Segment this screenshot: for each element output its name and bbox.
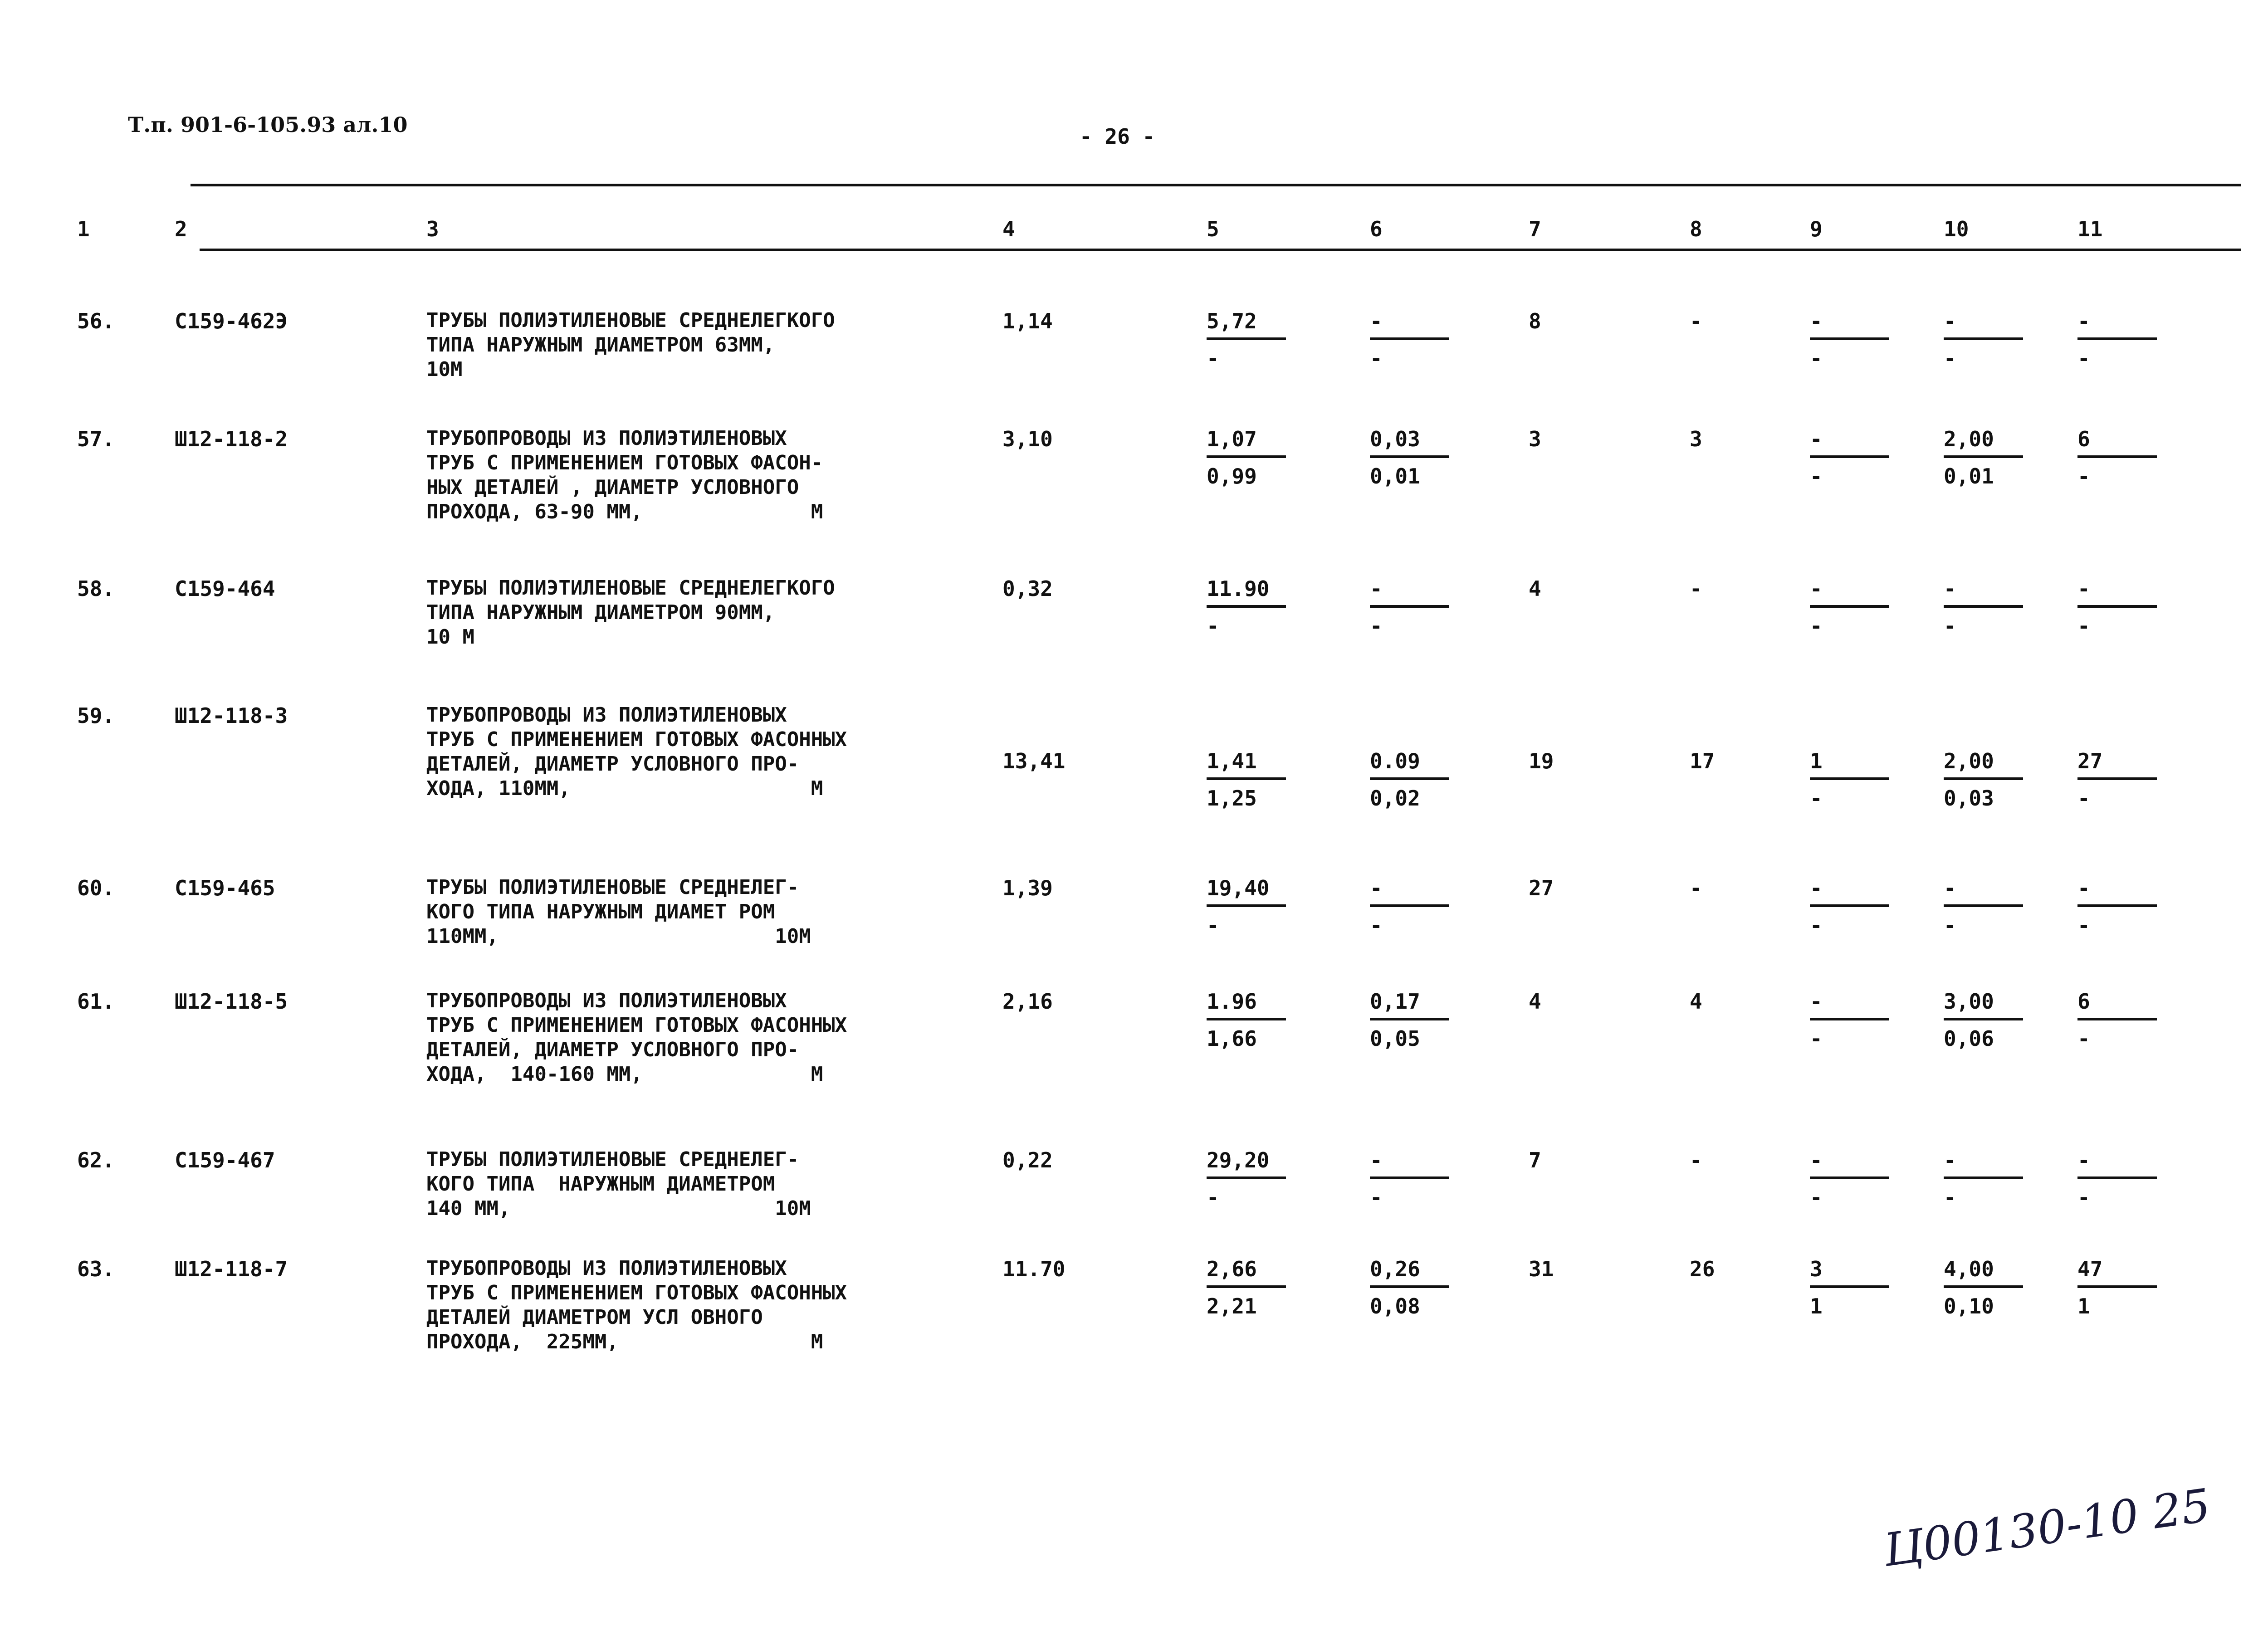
description-line: ТРУБ С ПРИМЕНЕНИЕМ ГОТОВЫХ ФАСОННЫХ (426, 1014, 847, 1037)
numerator: 3,00 (1944, 989, 1994, 1014)
fraction-bar (1370, 777, 1449, 780)
numerator: - (2077, 309, 2090, 333)
denominator: 1,66 (1207, 1026, 1257, 1051)
numerator: 6 (2077, 427, 2090, 451)
c11-fraction (2077, 875, 2159, 938)
denominator: - (1944, 346, 1956, 371)
numerator: 11.90 (1207, 576, 1270, 601)
fraction-bar (1944, 1018, 2023, 1020)
fraction-bar (1207, 904, 1286, 907)
denominator: 0,03 (1944, 786, 1994, 810)
row-number: 62. (77, 1148, 115, 1172)
denominator: - (1810, 614, 1823, 638)
c5-fraction (1207, 426, 1288, 489)
c9-fraction (1810, 576, 1892, 639)
c10-fraction (1944, 1256, 2025, 1319)
c10-fraction (1944, 989, 2025, 1051)
fraction-bar (1207, 1285, 1286, 1288)
fraction-bar (2077, 455, 2157, 458)
row-description (426, 308, 835, 382)
fraction-bar (1370, 1285, 1449, 1288)
numerator: - (1810, 427, 1823, 451)
col-8-value: 4 (1690, 989, 1702, 1014)
numerator: - (1370, 576, 1383, 601)
description-line: ДЕТАЛЕЙ ДИАМЕТРОМ УСЛ ОВНОГО (426, 1306, 763, 1329)
numerator: 0.09 (1370, 749, 1420, 773)
col-4-value: 11.70 (1002, 1257, 1066, 1281)
description-line: 10М (426, 358, 463, 381)
fraction-bar (1944, 1176, 2023, 1179)
description-line: ХОДА, 110ММ, М (426, 777, 823, 800)
c10-fraction (1944, 748, 2025, 811)
col-8-value: - (1690, 576, 1702, 601)
description-line: ТИПА НАРУЖНЫМ ДИАМЕТРОМ 63ММ, (426, 333, 775, 356)
resource-code: Ш12-118-5 (175, 989, 288, 1014)
fraction-bar (1944, 904, 2023, 907)
fraction-bar (2077, 337, 2157, 340)
c11-fraction (2077, 576, 2159, 639)
c10-fraction (1944, 426, 2025, 489)
row-description (426, 426, 823, 524)
col-4-value: 1,14 (1002, 309, 1053, 333)
numerator: - (1810, 576, 1823, 601)
page-number: - 26 - (1080, 124, 1155, 149)
col-7-value: 8 (1529, 309, 1541, 333)
col-7-value: 31 (1529, 1257, 1554, 1281)
numerator: 27 (2077, 749, 2103, 773)
c6-fraction (1370, 748, 1452, 811)
row-number: 58. (77, 576, 115, 601)
col-4: 4 (1002, 217, 1015, 241)
col-2: 2 (175, 217, 187, 241)
c10-fraction (1944, 875, 2025, 938)
col-4-value: 13,41 (1002, 749, 1066, 773)
numerator: 19,40 (1207, 876, 1270, 900)
col-8-value: - (1690, 1148, 1702, 1172)
numerator: - (1370, 309, 1383, 333)
c5-fraction (1207, 748, 1288, 811)
description-line: ДЕТАЛЕЙ, ДИАМЕТР УСЛОВНОГО ПРО- (426, 752, 799, 776)
description-line: КОГО ТИПА НАРУЖНЫМ ДИАМЕТ РОМ (426, 900, 775, 923)
col-8-value: 3 (1690, 427, 1702, 451)
description-line: ХОДА, 140-160 ММ, М (426, 1063, 823, 1086)
col-10: 10 (1944, 217, 1969, 241)
denominator: - (1810, 786, 1823, 810)
denominator: 0,01 (1370, 464, 1420, 488)
fraction-bar (1207, 337, 1286, 340)
fraction-bar (1370, 605, 1449, 608)
top-rule (191, 184, 2241, 186)
description-line: ТРУБ С ПРИМЕНЕНИЕМ ГОТОВЫХ ФАСОН- (426, 451, 823, 474)
col-7-value: 4 (1529, 576, 1541, 601)
description-line: ТРУБ С ПРИМЕНЕНИЕМ ГОТОВЫХ ФАСОННЫХ (426, 728, 847, 751)
fraction-bar (1207, 777, 1286, 780)
resource-code: Ш12-118-3 (175, 703, 288, 728)
numerator: 3 (1810, 1257, 1823, 1281)
c5-fraction (1207, 576, 1288, 639)
numerator: - (1810, 309, 1823, 333)
numerator: 2,66 (1207, 1257, 1257, 1281)
resource-code: С159-467 (175, 1148, 275, 1172)
document-code: Т.п. 901-6-105.93 ал.10 (128, 112, 408, 137)
denominator: - (1944, 1185, 1956, 1210)
denominator: - (1944, 913, 1956, 937)
c10-fraction (1944, 576, 2025, 639)
c5-fraction (1207, 989, 1288, 1051)
c9-fraction (1810, 989, 1892, 1051)
col-8-value: 17 (1690, 749, 1715, 773)
numerator: - (2077, 1148, 2090, 1172)
col-7-value: 3 (1529, 427, 1541, 451)
c5-fraction (1207, 1147, 1288, 1210)
fraction-bar (2077, 904, 2157, 907)
denominator: - (1370, 1185, 1383, 1210)
fraction-bar (1810, 904, 1889, 907)
numerator: - (1944, 1148, 1956, 1172)
denominator: - (1207, 346, 1219, 371)
fraction-bar (2077, 1176, 2157, 1179)
col-1: 1 (77, 217, 90, 241)
numerator: 0,03 (1370, 427, 1420, 451)
description-line: ПРОХОДА, 63-90 ММ, М (426, 500, 823, 523)
col-7-value: 27 (1529, 876, 1554, 900)
description-line: 110ММ, 10М (426, 925, 811, 948)
denominator: - (1207, 614, 1219, 638)
numerator: - (1370, 1148, 1383, 1172)
denominator: 0,06 (1944, 1026, 1994, 1051)
row-description (426, 703, 847, 801)
denominator: - (1944, 614, 1956, 638)
denominator: - (2077, 1026, 2090, 1051)
row-description (426, 1256, 847, 1354)
numerator: - (1944, 576, 1956, 601)
col-5: 5 (1207, 217, 1219, 241)
c9-fraction (1810, 748, 1892, 811)
numerator: - (1944, 309, 1956, 333)
c9-fraction (1810, 426, 1892, 489)
numerator: - (2077, 576, 2090, 601)
fraction-bar (1207, 1176, 1286, 1179)
denominator: - (1810, 913, 1823, 937)
numerator: - (1810, 1148, 1823, 1172)
col-4-value: 1,39 (1002, 876, 1053, 900)
fraction-bar (1370, 1018, 1449, 1020)
numerator: - (1810, 876, 1823, 900)
numerator: 6 (2077, 989, 2090, 1014)
fraction-bar (1810, 455, 1889, 458)
denominator: - (1370, 614, 1383, 638)
numerator: 2,00 (1944, 749, 1994, 773)
row-number: 56. (77, 309, 115, 333)
col-7-value: 7 (1529, 1148, 1541, 1172)
c6-fraction (1370, 989, 1452, 1051)
row-description (426, 576, 835, 649)
denominator: 1,25 (1207, 786, 1257, 810)
col-11: 11 (2077, 217, 2103, 241)
description-line: ТРУБОПРОВОДЫ ИЗ ПОЛИЭТИЛЕНОВЫХ (426, 427, 787, 450)
denominator: 0,99 (1207, 464, 1257, 488)
fraction-bar (1207, 605, 1286, 608)
description-line: ТРУБОПРОВОДЫ ИЗ ПОЛИЭТИЛЕНОВЫХ (426, 703, 787, 727)
numerator: 0,26 (1370, 1257, 1420, 1281)
numerator: 1.96 (1207, 989, 1257, 1014)
numerator: - (1944, 876, 1956, 900)
description-line: ТРУБ С ПРИМЕНЕНИЕМ ГОТОВЫХ ФАСОННЫХ (426, 1281, 847, 1304)
col-8-value: - (1690, 876, 1702, 900)
denominator: 0,08 (1370, 1294, 1420, 1318)
row-description (426, 875, 811, 949)
resource-code: С159-464 (175, 576, 275, 601)
c11-fraction (2077, 1256, 2159, 1319)
numerator: 2,00 (1944, 427, 1994, 451)
denominator: - (1810, 464, 1823, 488)
fraction-bar (1944, 1285, 2023, 1288)
col-9: 9 (1810, 217, 1823, 241)
fraction-bar (1810, 777, 1889, 780)
c6-fraction (1370, 1256, 1452, 1319)
row-description (426, 989, 847, 1087)
description-line: 10 М (426, 625, 474, 649)
numerator: 29,20 (1207, 1148, 1270, 1172)
description-line: 140 ММ, 10М (426, 1197, 811, 1220)
c6-fraction (1370, 1147, 1452, 1210)
col-7: 7 (1529, 217, 1541, 241)
row-number: 63. (77, 1257, 115, 1281)
denominator: - (2077, 786, 2090, 810)
fraction-bar (1810, 1018, 1889, 1020)
c6-fraction (1370, 576, 1452, 639)
description-line: ДЕТАЛЕЙ, ДИАМЕТР УСЛОВНОГО ПРО- (426, 1038, 799, 1061)
c11-fraction (2077, 748, 2159, 811)
description-line: ТРУБОПРОВОДЫ ИЗ ПОЛИЭТИЛЕНОВЫХ (426, 989, 787, 1012)
c9-fraction (1810, 1147, 1892, 1210)
fraction-bar (1370, 904, 1449, 907)
col-4-value: 0,22 (1002, 1148, 1053, 1172)
c11-fraction (2077, 1147, 2159, 1210)
numerator: 1,41 (1207, 749, 1257, 773)
denominator: - (1810, 1026, 1823, 1051)
fraction-bar (2077, 777, 2157, 780)
c9-fraction (1810, 1256, 1892, 1319)
row-number: 59. (77, 703, 115, 728)
fraction-bar (1810, 1176, 1889, 1179)
c10-fraction (1944, 308, 2025, 371)
denominator: - (1207, 913, 1219, 937)
fraction-bar (2077, 1018, 2157, 1020)
c6-fraction (1370, 426, 1452, 489)
col-3: 3 (426, 217, 439, 241)
denominator: - (2077, 346, 2090, 371)
row-number: 61. (77, 989, 115, 1014)
numerator: 0,17 (1370, 989, 1420, 1014)
c11-fraction (2077, 308, 2159, 371)
fraction-bar (1944, 777, 2023, 780)
denominator: 0,02 (1370, 786, 1420, 810)
col-7-value: 19 (1529, 749, 1554, 773)
numerator: 4,00 (1944, 1257, 1994, 1281)
c9-fraction (1810, 875, 1892, 938)
c5-fraction (1207, 308, 1288, 371)
denominator: - (2077, 1185, 2090, 1210)
col-8-value: - (1690, 309, 1702, 333)
fraction-bar (1810, 605, 1889, 608)
numerator: 1,07 (1207, 427, 1257, 451)
denominator: - (1370, 913, 1383, 937)
fraction-bar (1944, 337, 2023, 340)
fraction-bar (2077, 605, 2157, 608)
description-line: ТРУБЫ ПОЛИЭТИЛЕНОВЫЕ СРЕДНЕЛЕГКОГО (426, 309, 835, 332)
denominator: - (2077, 464, 2090, 488)
fraction-bar (1810, 337, 1889, 340)
fraction-bar (1810, 1285, 1889, 1288)
description-line: ПРОХОДА, 225ММ, М (426, 1330, 823, 1353)
description-line: ТРУБОПРОВОДЫ ИЗ ПОЛИЭТИЛЕНОВЫХ (426, 1257, 787, 1280)
row-description (426, 1147, 811, 1221)
numerator: 1 (1810, 749, 1823, 773)
fraction-bar (1944, 455, 2023, 458)
c10-fraction (1944, 1147, 2025, 1210)
numerator: 5,72 (1207, 309, 1257, 333)
numerator: - (1810, 989, 1823, 1014)
fraction-bar (1370, 455, 1449, 458)
header-rule (200, 249, 2241, 251)
col-4-value: 2,16 (1002, 989, 1053, 1014)
fraction-bar (1207, 1018, 1286, 1020)
description-line: ТРУБЫ ПОЛИЭТИЛЕНОВЫЕ СРЕДНЕЛЕГКОГО (426, 576, 835, 600)
description-line: КОГО ТИПА НАРУЖНЫМ ДИАМЕТРОМ (426, 1172, 775, 1196)
fraction-bar (2077, 1285, 2157, 1288)
row-number: 60. (77, 876, 115, 900)
denominator: 1 (1810, 1294, 1823, 1318)
col-8: 8 (1690, 217, 1702, 241)
denominator: 0,05 (1370, 1026, 1420, 1051)
resource-code: С159-465 (175, 876, 275, 900)
denominator: 0,10 (1944, 1294, 1994, 1318)
col-4-value: 0,32 (1002, 576, 1053, 601)
denominator: - (2077, 614, 2090, 638)
numerator: 47 (2077, 1257, 2103, 1281)
denominator: 2,21 (1207, 1294, 1257, 1318)
description-line: ТРУБЫ ПОЛИЭТИЛЕНОВЫЕ СРЕДНЕЛЕГ- (426, 876, 799, 899)
fraction-bar (1207, 455, 1286, 458)
denominator: - (1370, 346, 1383, 371)
denominator: 1 (2077, 1294, 2090, 1318)
denominator: - (1207, 1185, 1219, 1210)
denominator: - (1810, 1185, 1823, 1210)
c6-fraction (1370, 875, 1452, 938)
resource-code: С159-462Э (175, 309, 288, 333)
numerator: - (1370, 876, 1383, 900)
col-7-value: 4 (1529, 989, 1541, 1014)
resource-code: Ш12-118-7 (175, 1257, 288, 1281)
row-number: 57. (77, 427, 115, 451)
fraction-bar (1370, 337, 1449, 340)
description-line: ТИПА НАРУЖНЫМ ДИАМЕТРОМ 90ММ, (426, 601, 775, 624)
c9-fraction (1810, 308, 1892, 371)
description-line: НЫХ ДЕТАЛЕЙ , ДИАМЕТР УСЛОВНОГО (426, 476, 799, 499)
c5-fraction (1207, 875, 1288, 938)
denominator: - (1810, 346, 1823, 371)
c11-fraction (2077, 989, 2159, 1051)
fraction-bar (1944, 605, 2023, 608)
denominator: 0,01 (1944, 464, 1994, 488)
resource-code: Ш12-118-2 (175, 427, 288, 451)
numerator: - (2077, 876, 2090, 900)
col-4-value: 3,10 (1002, 427, 1053, 451)
col-8-value: 26 (1690, 1257, 1715, 1281)
col-6: 6 (1370, 217, 1383, 241)
c11-fraction (2077, 426, 2159, 489)
c6-fraction (1370, 308, 1452, 371)
c5-fraction (1207, 1256, 1288, 1319)
denominator: - (2077, 913, 2090, 937)
handwritten-signature: Ц00130-10 25 (1880, 1479, 2214, 1577)
description-line: ТРУБЫ ПОЛИЭТИЛЕНОВЫЕ СРЕДНЕЛЕГ- (426, 1148, 799, 1171)
fraction-bar (1370, 1176, 1449, 1179)
